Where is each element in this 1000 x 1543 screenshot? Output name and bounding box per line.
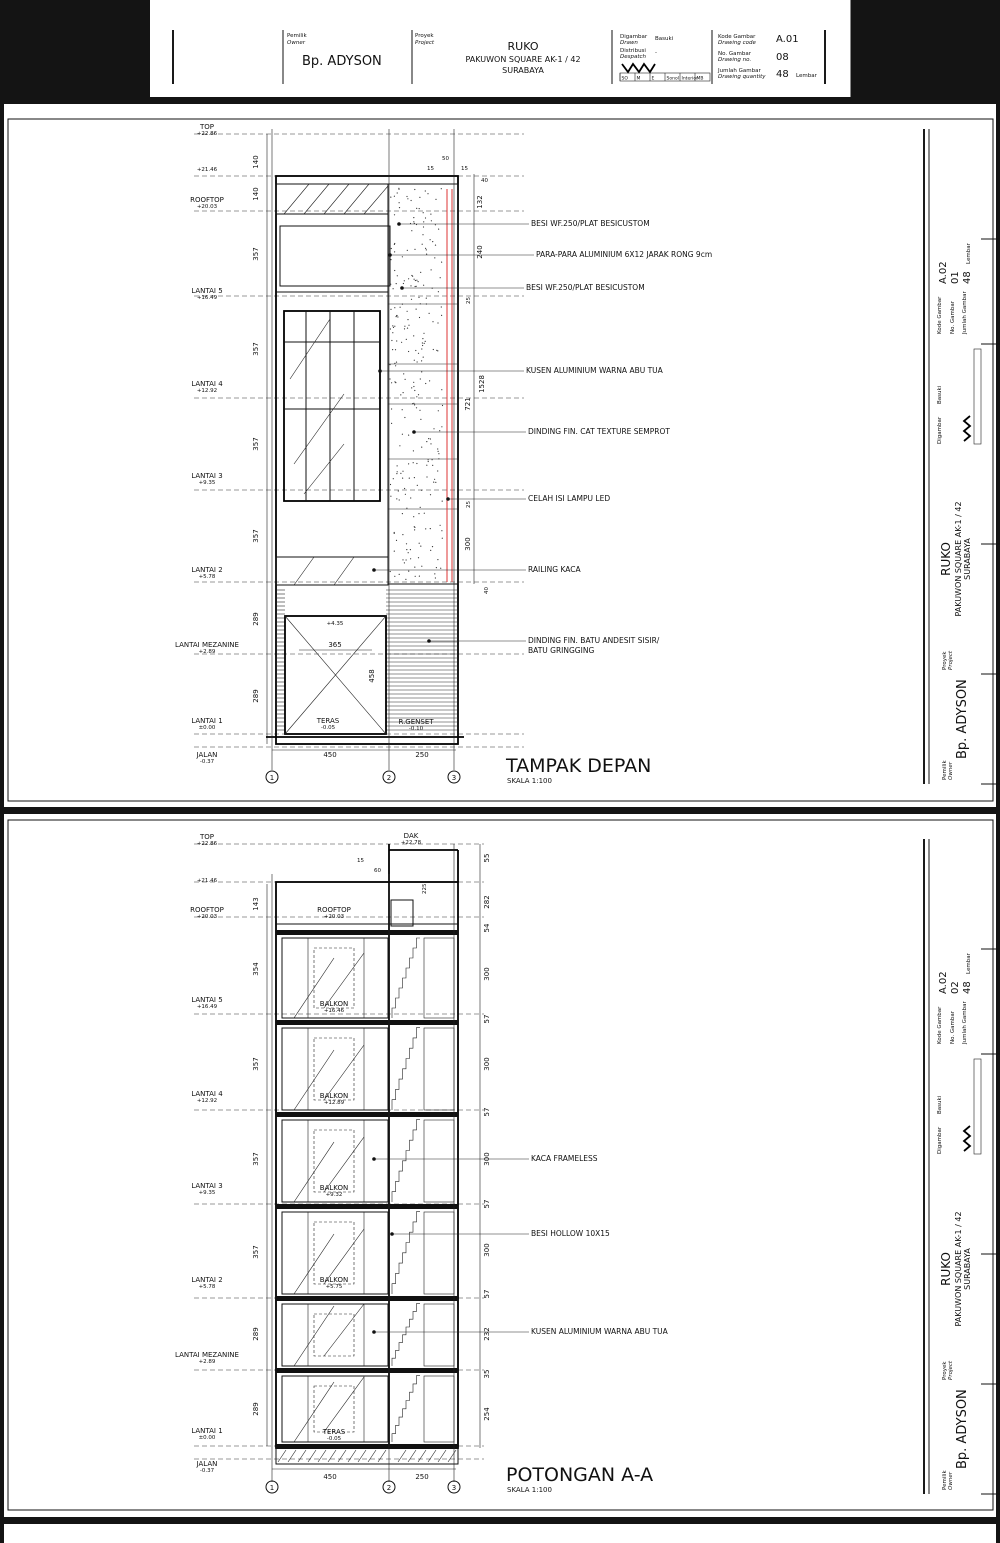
owner-label: Pemilik — [287, 33, 307, 39]
s2-dim-s-2: 225 — [422, 883, 428, 894]
s2-note-2: BESI HOLLOW 10X15 — [531, 1229, 610, 1238]
dim-v-1: 140 — [252, 187, 260, 201]
genset-name: R.GENSET — [398, 718, 434, 726]
s2-note-1: KACA FRAMELESS — [531, 1154, 598, 1163]
dim-s-3: 40 — [481, 178, 488, 184]
note-6: CELAH ISI LAMPU LED — [528, 494, 611, 503]
owner-name: Bp. ADYSON — [302, 54, 382, 69]
project-line2: PAKUWON SQUARE AK-1 / 42 — [465, 55, 581, 64]
s2-level-mezzanine-name: LANTAI MEZANINE — [175, 1351, 239, 1359]
quantity-label-en: Drawing quantity — [718, 74, 766, 80]
number-label: No. Gambar — [718, 51, 751, 57]
note-3: BESI WF.250/PLAT BESICUSTOM — [526, 283, 645, 292]
sheet-unit: Lembar — [796, 73, 817, 79]
balkon-3-elev: +9.32 — [325, 1192, 343, 1198]
dim-b-0: 450 — [323, 751, 337, 759]
title-block-top — [150, 0, 850, 97]
s2-level-lantai3-name: LANTAI 3 — [191, 1182, 223, 1190]
s2-dim-b-0: 450 — [323, 1473, 337, 1481]
s2-side-quantity-label: Jumlah Gambar — [962, 1001, 968, 1044]
side-code-label: Kode Gambar — [937, 296, 943, 334]
dim-v-6: 289 — [252, 612, 260, 626]
s2-side-sheet-unit: Lembar — [966, 953, 972, 974]
s2-dim-v-0: 143 — [252, 897, 260, 911]
s2-dim-r: 300 — [483, 967, 491, 981]
note-2: PARA-PARA ALUMINIUM 6X12 JARAK RONG 9cm — [536, 250, 713, 259]
project-line3: SURABAYA — [502, 66, 544, 75]
grid-axis-2 — [266, 844, 460, 1493]
s2-level-jalan-elev: -0.37 — [199, 1468, 215, 1474]
s2-grid-label-3: 3 — [451, 1484, 457, 1492]
level-lantai5-elev: +16.49 — [196, 295, 218, 301]
aluminium-louvre — [280, 226, 390, 286]
level-lines-2 — [194, 844, 484, 1459]
genset-elev: -0.10 — [408, 726, 424, 732]
s2-level-rooftop-name: ROOFTOP — [190, 906, 224, 914]
dim-r-0: 132 — [476, 195, 484, 209]
project-label: Proyek — [415, 33, 434, 39]
balkon-1-elev: +16.46 — [323, 1008, 345, 1014]
balkon-1-name: BALKON — [319, 1000, 349, 1008]
s2-level-mezzanine-elev: +2.89 — [198, 1359, 216, 1365]
drawing-title: TAMPAK DEPAN — [506, 755, 652, 777]
s2-dim-b-1: 250 — [415, 1473, 429, 1481]
level-lantai2-elev: +5.78 — [198, 574, 216, 580]
s2-side-project-title: RUKO — [939, 1252, 953, 1286]
s2-side-drawn-by: Basuki — [937, 1095, 943, 1114]
s2-grid-label-1: 1 — [269, 1484, 275, 1492]
dim-s-4: 25 — [466, 297, 472, 304]
s2-dim-r: 254 — [483, 1407, 491, 1421]
code-label: Kode Gambar — [718, 34, 756, 40]
note-5: DINDING FIN. CAT TEXTURE SEMPROT — [528, 427, 670, 436]
tag-label: M — [636, 76, 641, 82]
s2-dim-r: 55 — [483, 853, 491, 863]
s2-dim-v-4: 357 — [252, 1245, 260, 1259]
side-number: 01 — [950, 271, 961, 284]
teras-name: TERAS — [316, 717, 340, 725]
note-1: BESI WF.250/PLAT BESICUSTOM — [531, 219, 650, 228]
s2-level-lantai2-name: LANTAI 2 — [191, 1276, 223, 1284]
level-lantai3-name: LANTAI 3 — [191, 472, 223, 480]
s2-side-code-label: Kode Gambar — [937, 1006, 943, 1044]
s2-level-lantai5-elev: +16.49 — [196, 1004, 218, 1010]
level-rooftop-name: ROOFTOP — [190, 196, 224, 204]
dim-s-1: 15 — [427, 166, 434, 172]
roof-ladder — [391, 900, 413, 926]
side-project-line3: SURABAYA — [963, 538, 972, 580]
section-title: POTONGAN A-A — [506, 1464, 654, 1486]
level-labels-2 — [175, 833, 239, 1474]
s2-side-signature-icon — [964, 1126, 970, 1151]
s2-dim-v-1: 354 — [252, 962, 260, 976]
side-owner-label-en: Owner — [948, 762, 954, 780]
side-signature-icon — [964, 416, 970, 441]
s2-side-drawn-label: Digambar — [937, 1126, 943, 1154]
tag-label: E — [651, 76, 655, 82]
s2-side-owner-label: Pemilik — [942, 1470, 948, 1490]
next-sheet-edge — [4, 1524, 996, 1543]
s2-side-number-label: No. Gambar — [950, 1011, 956, 1044]
s2-dim-r: 300 — [483, 1243, 491, 1257]
sheet-frame-2 — [8, 820, 993, 1510]
s2-side-project-line2: PAKUWON SQUARE AK-1 / 42 — [954, 1211, 963, 1327]
side-number-label: No. Gambar — [950, 301, 956, 334]
side-drawn-label: Digambar — [937, 416, 943, 444]
s2-side-code: A.02 — [938, 971, 949, 994]
tag-label: Sonol — [666, 76, 679, 82]
level-top-name: TOP — [199, 123, 215, 131]
level-top-elev: +22.86 — [196, 131, 218, 137]
s2-side-project-line3: SURABAYA — [963, 1248, 972, 1290]
s2-level-jalan-name: JALAN — [196, 1460, 218, 1468]
project-label-en: Project — [415, 40, 435, 46]
s2-dim-r: 300 — [483, 1057, 491, 1071]
dim-s-2: 15 — [461, 166, 468, 172]
dim-s-5: 25 — [466, 501, 472, 508]
quantity-value: 48 — [776, 69, 789, 80]
drawn-by: Basuki — [655, 36, 674, 42]
side-owner-label: Pemilik — [942, 760, 948, 780]
elevation-drawing — [4, 104, 996, 807]
s2-level-lantai1-name: LANTAI 1 — [191, 1427, 223, 1435]
dak-elev: +22.78 — [400, 840, 422, 846]
level-labels — [175, 123, 239, 765]
code-label-en: Drawing code — [718, 40, 756, 46]
s2-dim-v-2: 357 — [252, 1057, 260, 1071]
number-value: 08 — [776, 52, 789, 63]
s2-dim-r: 57 — [483, 1199, 491, 1209]
sheet-potongan-aa — [4, 814, 996, 1517]
s2-grid-label-2: 2 — [386, 1484, 392, 1492]
dim-r-2: 721 — [464, 397, 472, 411]
s2-side-owner-name: Bp. ADYSON — [955, 1389, 970, 1469]
level-lantai5-name: LANTAI 5 — [191, 287, 223, 295]
aluminium-window — [284, 311, 380, 501]
rooftop-label-elev: +20.03 — [323, 914, 345, 920]
dim-v-3: 357 — [252, 342, 260, 356]
side-title-block — [924, 129, 1000, 784]
side-quantity: 48 — [962, 271, 973, 284]
dim-v-7: 289 — [252, 689, 260, 703]
left-dimension-chain — [252, 134, 267, 744]
side-code: A.02 — [938, 261, 949, 284]
dim-b-1: 250 — [415, 751, 429, 759]
note-7: RAILING KACA — [528, 565, 581, 574]
note-4: KUSEN ALUMINIUM WARNA ABU TUA — [526, 366, 663, 375]
distribution-label-en: Despatch — [620, 54, 647, 60]
s2-level-lantai1-elev: ±0.00 — [198, 1435, 216, 1441]
side-drawn-by: Basuki — [937, 385, 943, 404]
note-8: DINDING FIN. BATU ANDESIT SISIR/ — [528, 636, 660, 645]
dim-r-1: 240 — [476, 245, 484, 259]
level-lantai2-name: LANTAI 2 — [191, 566, 223, 574]
door-top-elev: +4.35 — [326, 621, 344, 627]
section-drawing — [4, 814, 996, 1517]
dim-s-0: 50 — [442, 156, 449, 162]
level-parapet-elev: +21.46 — [196, 167, 218, 173]
level-lantai4-name: LANTAI 4 — [191, 380, 223, 388]
s2-dim-r: 54 — [483, 923, 491, 933]
level-mezzanine-name: LANTAI MEZANINE — [175, 641, 239, 649]
s2-level-lantai2-elev: +5.78 — [198, 1284, 216, 1290]
foundation-hatch — [276, 1448, 458, 1464]
s2-dim-r: 35 — [483, 1369, 491, 1379]
side-project-label-en: Project — [948, 650, 954, 670]
section-scale: SKALA 1:100 — [507, 1486, 552, 1494]
tag-label: MB — [696, 76, 704, 82]
sheet-tampak-depan — [4, 104, 996, 807]
s2-level-lantai4-name: LANTAI 4 — [191, 1090, 223, 1098]
balkon-2-elev: +12.89 — [323, 1100, 345, 1106]
s2-note-3: KUSEN ALUMINIUM WARNA ABU TUA — [531, 1327, 668, 1336]
s2-level-top-name: TOP — [199, 833, 215, 841]
drawn-label-en: Drawn — [620, 40, 638, 46]
side-sheet-unit: Lembar — [966, 243, 972, 264]
project-title: RUKO — [507, 40, 539, 53]
grid-label-1: 1 — [269, 774, 275, 782]
s2-dim-r: 57 — [483, 1289, 491, 1299]
quantity-label: Jumlah Gambar — [718, 68, 761, 74]
dim-r-4: 300 — [464, 537, 472, 551]
side-project-label: Proyek — [942, 651, 948, 670]
glass-railing — [276, 557, 388, 585]
s2-dim-r: 57 — [483, 1107, 491, 1117]
level-mezzanine-elev: +2.89 — [198, 649, 216, 655]
dak-name: DAK — [403, 832, 419, 840]
s2-dim-v-6: 289 — [252, 1402, 260, 1416]
owner-label-en: Owner — [287, 40, 305, 46]
s2-dim-r: 57 — [483, 1014, 491, 1024]
grid-axis — [266, 129, 460, 783]
tag-label: SO — [621, 76, 628, 82]
level-lantai3-elev: +9.35 — [198, 480, 216, 486]
code-value: A.01 — [776, 34, 799, 45]
title-block-top-sheet — [150, 0, 851, 97]
dim-v-4: 357 — [252, 437, 260, 451]
facade — [266, 176, 464, 744]
s2-teras-name: TERAS — [322, 1428, 346, 1436]
number-label-en: Drawing no. — [718, 57, 752, 63]
s2-level-top-elev: +22.86 — [196, 841, 218, 847]
side-project-title: RUKO — [939, 542, 953, 576]
side-quantity-label: Jumlah Gambar — [962, 291, 968, 334]
level-lantai1-elev: ±0.00 — [198, 725, 216, 731]
door-width: 365 — [328, 641, 342, 649]
balkon-3-name: BALKON — [319, 1184, 349, 1192]
side-project-line2: PAKUWON SQUARE AK-1 / 42 — [954, 501, 963, 617]
s2-dim-s-0: 15 — [357, 858, 364, 864]
distribution-label: Distribusi — [620, 48, 646, 54]
s2-side-number: 02 — [950, 981, 961, 994]
side-owner-name: Bp. ADYSON — [955, 679, 970, 759]
s2-level-rooftop-elev: +20.03 — [196, 914, 218, 920]
distribution-value: - — [655, 50, 657, 56]
signature-mark-icon — [622, 64, 655, 72]
annotations — [372, 219, 712, 655]
level-jalan-elev: -0.37 — [199, 759, 215, 765]
s2-side-quantity: 48 — [962, 981, 973, 994]
grid-label-2: 2 — [386, 774, 392, 782]
section-body — [276, 832, 458, 1464]
level-lantai1-name: LANTAI 1 — [191, 717, 223, 725]
dim-r-3: 1528 — [478, 375, 486, 393]
s2-dim-s-1: 60 — [374, 868, 381, 874]
s2-side-owner-label-en: Owner — [948, 1472, 954, 1490]
sheet-frame — [8, 119, 993, 801]
s2-dim-r: 300 — [483, 1152, 491, 1166]
level-jalan-name: JALAN — [196, 751, 218, 759]
s2-dim-v-3: 357 — [252, 1152, 260, 1166]
s2-level-parapet-elev: +21.46 — [196, 878, 218, 884]
s2-teras-elev: -0.05 — [326, 1436, 342, 1442]
s2-level-lantai4-elev: +12.92 — [196, 1098, 218, 1104]
s2-dim-r: 282 — [483, 895, 491, 909]
left-dimension-chain-2 — [252, 884, 267, 1446]
s2-dim-v-5: 289 — [252, 1327, 260, 1341]
note-9: BATU GRINGGING — [528, 646, 595, 655]
dim-s-6: 40 — [484, 587, 490, 594]
rooftop-label-name: ROOFTOP — [317, 906, 351, 914]
right-dimension-chain-2 — [480, 844, 491, 1448]
side-title-block-2 — [924, 839, 1000, 1494]
dim-v-5: 357 — [252, 529, 260, 543]
balkon-2-name: BALKON — [319, 1092, 349, 1100]
dim-v-2: 357 — [252, 247, 260, 261]
drawing-scale: SKALA 1:100 — [507, 777, 552, 785]
drawn-label: Digambar — [620, 34, 648, 40]
teras-elev: -0.05 — [320, 725, 336, 731]
level-lantai4-elev: +12.92 — [196, 388, 218, 394]
s2-side-project-label-en: Project — [948, 1360, 954, 1380]
grid-label-3: 3 — [451, 774, 457, 782]
door-height: 458 — [368, 669, 376, 683]
s2-level-lantai5-name: LANTAI 5 — [191, 996, 223, 1004]
tag-label: Interior — [681, 76, 698, 82]
balkon-4-elev: +5.75 — [325, 1284, 343, 1290]
s2-dim-r: 232 — [483, 1327, 491, 1341]
dim-v-0: 140 — [252, 155, 260, 169]
s2-side-project-label: Proyek — [942, 1361, 948, 1380]
level-rooftop-elev: +20.03 — [196, 204, 218, 210]
balkon-4-name: BALKON — [319, 1276, 349, 1284]
s2-level-lantai3-elev: +9.35 — [198, 1190, 216, 1196]
